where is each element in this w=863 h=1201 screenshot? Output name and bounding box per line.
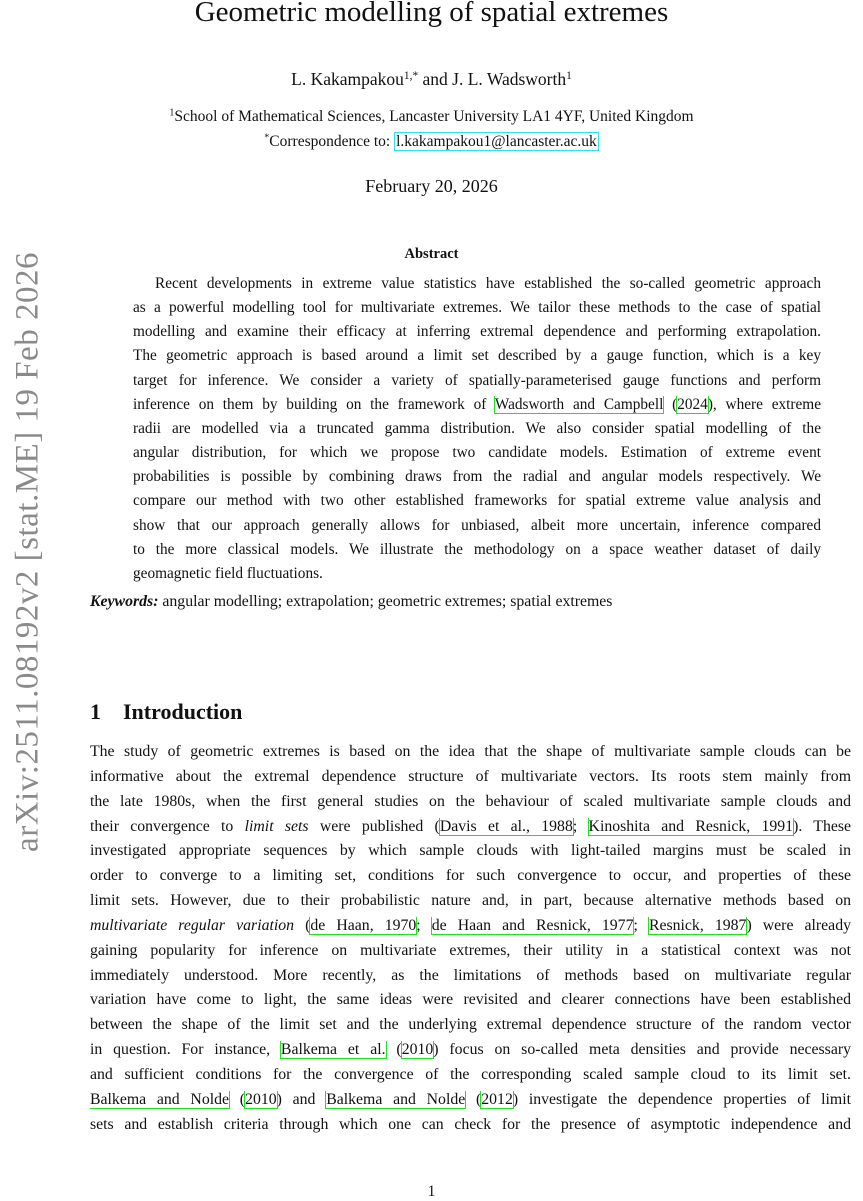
arxiv-stamp: arXiv:2511.08192v2 [stat.ME] 19 Feb 2026 — [9, 252, 46, 852]
citation-link[interactable]: Balkema and Nolde — [90, 1090, 230, 1108]
text-segment: informative about the extremal dependence structure of multivariate vectors. Its roots stem mainly from — [90, 767, 851, 785]
citation-link[interactable]: 2010 — [245, 1090, 277, 1108]
correspondence-mark: * — [264, 132, 270, 144]
affiliation-text: School of Mathematical Sciences, Lancaster University LA1 4YF, United Kingdom — [174, 108, 694, 125]
paper-title: Geometric modelling of spatial extremes — [194, 0, 669, 28]
text-segment: ) investigate the dependence properties of limit — [512, 1090, 851, 1108]
text-segment: gaining popularity for inference on multivariate extremes, their utility in a statistical context was not — [90, 941, 851, 959]
text-segment: in question. For instance, — [90, 1041, 281, 1059]
text-line — [90, 1116, 851, 1135]
text-line — [133, 275, 821, 293]
text-line — [133, 444, 821, 462]
correspondence-label: Correspondence to: — [269, 133, 395, 150]
text-segment: compare our method with two other established frameworks for spatial extreme value analysis and — [133, 492, 821, 510]
text-segment: ; — [633, 916, 649, 934]
citation-link[interactable]: 2024 — [677, 395, 708, 413]
citation-link[interactable]: Davis et al., 1988 — [439, 817, 573, 835]
keywords — [90, 593, 612, 611]
section-title: Introduction — [123, 699, 243, 724]
text-segment: to the more classical models. We illustrate the methodology on a space weather dataset of daily — [133, 540, 821, 558]
text-line — [133, 565, 821, 583]
text-line — [90, 1091, 851, 1110]
text-segment: ( — [294, 916, 311, 934]
text-segment: investigated appropriate sequences by which sample clouds with light-tailed margins must be scaled in — [90, 842, 851, 860]
text-line — [133, 492, 821, 510]
page-number: 1 — [427, 1183, 436, 1200]
text-line — [90, 892, 851, 911]
text-segment: ; — [572, 817, 589, 835]
citation-link[interactable]: de Haan, 1970 — [310, 916, 417, 934]
text-segment: geomagnetic field fluctuations. — [133, 564, 323, 582]
abstract-body — [133, 275, 821, 589]
author-name: L. Kakampakou — [291, 69, 404, 89]
emphasized-text: multivariate regular variation — [90, 916, 295, 934]
text-line — [133, 541, 821, 559]
section-number: 1 — [90, 699, 101, 724]
text-segment: order to converge to a limiting set, conditions for such convergence to occur, and properties of these — [90, 867, 851, 885]
text-line — [90, 1016, 851, 1035]
author-name: J. L. Wadsworth — [452, 69, 567, 89]
text-segment: variation have come to light, the same ideas were revisited and clearer connections have been established — [90, 991, 851, 1009]
text-segment: and sufficient conditions for the convergence of the corresponding scaled sample cloud to its limit set. — [90, 1065, 851, 1083]
author-conjunction: and — [418, 69, 453, 89]
keywords-text: angular modelling; extrapolation; geometric extremes; spatial extremes — [158, 593, 613, 610]
text-line — [90, 842, 851, 861]
text-segment: immediately understood. More recently, as the limitations of methods based on multivariate regular — [90, 966, 851, 984]
text-segment: between the shape of the limit set and the underlying extremal dependence structure of the random vector — [90, 1016, 851, 1034]
text-line — [133, 372, 821, 390]
text-segment: inference on them by building on the framework of — [133, 395, 495, 413]
author-list — [0, 69, 863, 90]
email-link[interactable]: l.kakampakou1@lancaster.ac.uk — [396, 133, 597, 150]
text-segment: as a powerful modelling tool for multivariate extremes. We tailor these methods to the case of spatial — [133, 299, 821, 317]
text-line — [90, 793, 851, 812]
text-segment: their convergence to — [90, 817, 245, 835]
text-line — [133, 517, 821, 535]
correspondence — [0, 133, 863, 151]
text-segment: sets and establish criteria through which one can check for the presence of asymptotic independence and — [90, 1115, 851, 1133]
text-segment: ) and — [276, 1090, 327, 1108]
citation-link[interactable]: Balkema and Nolde — [326, 1090, 466, 1108]
citation-link[interactable]: 2012 — [481, 1090, 513, 1108]
citation-link[interactable]: Wadsworth and Campbell — [494, 395, 664, 413]
author-affiliation-mark: 1,* — [403, 69, 419, 82]
text-segment: show that our approach generally allows for unbiased, albeit more uncertain, inference compared — [133, 516, 821, 534]
emphasized-text: limit sets — [244, 817, 309, 835]
keywords-label: Keywords: — [90, 593, 159, 610]
text-line — [90, 917, 851, 936]
text-line — [90, 942, 851, 961]
text-line — [133, 420, 821, 438]
text-line — [133, 396, 821, 414]
introduction-body — [90, 743, 851, 1141]
text-line — [133, 323, 821, 341]
text-line — [90, 967, 851, 986]
paper-date: February 20, 2026 — [365, 176, 498, 196]
text-segment: ) focus on so-called meta densities and provide necessary — [433, 1041, 851, 1059]
citation-link[interactable]: Kinoshita and Resnick, 1991 — [588, 817, 794, 835]
text-segment: probabilities is possible by combining draws from the radial and angular models respectively. We — [133, 468, 821, 486]
text-line — [133, 347, 821, 365]
text-line — [133, 299, 821, 317]
text-segment: The geometric approach is based around a limit set described by a gauge function, which is a key — [133, 347, 821, 365]
text-segment: ). These — [793, 817, 851, 835]
text-line — [90, 867, 851, 886]
author-affiliation-mark: 1 — [566, 69, 572, 82]
text-segment: ( — [229, 1090, 246, 1108]
text-segment: limit sets. However, due to their probabilistic nature and, in part, because alternative methods based on — [90, 892, 851, 910]
abstract-heading: Abstract — [404, 246, 459, 262]
text-line — [133, 468, 821, 486]
text-line — [90, 743, 851, 762]
text-line — [90, 818, 851, 837]
text-segment: ; — [416, 916, 432, 934]
text-segment: Recent developments in extreme value statistics have established the so-called geometric approach — [155, 275, 821, 292]
text-segment: target for inference. We consider a variety of spatially-parameterised gauge functions and perform — [133, 371, 821, 389]
text-segment: were published ( — [308, 817, 440, 835]
text-segment: angular distribution, for which we propose two candidate models. Estimation of extreme event — [133, 444, 821, 462]
affiliation-mark: 1 — [169, 107, 175, 119]
text-segment: ( — [385, 1041, 402, 1059]
text-segment: the late 1980s, when the first general studies on the behaviour of scaled multivariate sample clouds and — [90, 792, 851, 810]
text-segment: radii are modelled via a truncated gamma distribution. We also consider spatial modelling of the — [133, 419, 821, 437]
text-line — [90, 991, 851, 1010]
section-heading — [90, 699, 242, 725]
text-segment: modelling and examine their efficacy at inferring extremal dependence and performing extrapolation. — [133, 323, 821, 341]
text-line — [90, 1041, 851, 1060]
text-segment: ( — [663, 395, 678, 413]
text-segment: ( — [465, 1090, 482, 1108]
citation-link[interactable]: Resnick, 1987 — [648, 916, 747, 934]
citation-link[interactable]: de Haan and Resnick, 1977 — [431, 916, 634, 934]
citation-link[interactable]: 2010 — [401, 1041, 434, 1059]
text-segment: The study of geometric extremes is based on the idea that the shape of multivariate sample clouds can be — [90, 743, 851, 760]
text-line — [90, 1066, 851, 1085]
citation-link[interactable]: Balkema et al. — [280, 1041, 386, 1059]
text-segment: ), where extreme — [707, 395, 821, 413]
text-line — [90, 768, 851, 787]
text-segment: ) were already — [746, 916, 851, 934]
affiliation — [0, 108, 863, 126]
